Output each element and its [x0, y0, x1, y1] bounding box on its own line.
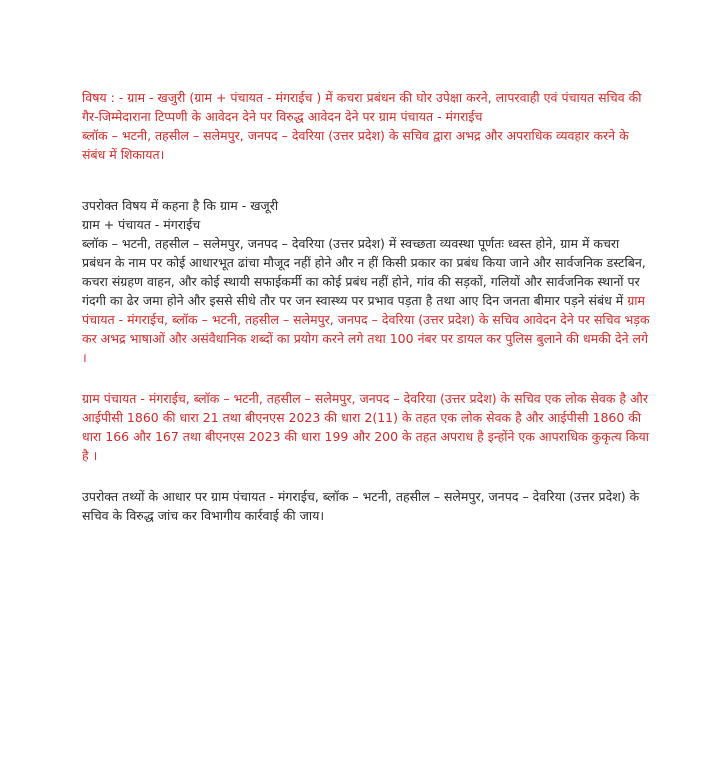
subject-line-2: ब्लॉक – भटनी, तहसील – सलेमपुर, जनपद – देवरिया (उत्तर प्रदेश) के सचिव द्वारा अभद्र और अपराधिक व्यवहार करने के संबंध में शिकायत। — [82, 128, 629, 162]
conclusion-paragraph: उपरोक्त तथ्यों के आधार पर ग्राम पंचायत - मंगराईच, ब्लॉक – भटनी, तहसील – सलेमपुर, जनपद – देवरिया (उत्तर प्रदेश) के सचिव के विरुद्ध जांच कर विभागीय कार्रवाई की जाय। — [82, 489, 640, 523]
subject-line-1: विषय : - ग्राम - खजुरी (ग्राम + पंचायत - मंगराईच ) में कचरा प्रबंधन की घोर उपेक्षा करने, लापरवाही एवं पंचायत सचिव की गैर-जिम्मेदाराना टिप्पणी के आवेदन देने पर विरुद्ध आवेदन देने पर ग्राम पंचायत - मंगराईच — [82, 90, 642, 124]
intro-complaint-text: ब्लॉक – भटनी, तहसील – सलेमपुर, जनपद – देवरिया (उत्तर प्रदेश) में स्वच्छता व्यवस्था पूर्णतः ध्वस्त होने, ग्राम में कचरा प्रबंधन के नाम पर कोई आधारभूत ढांचा मौजूद नहीं होने और न हीं किसी प्रकार का प्रबंध किया जाने और सार्वजनिक डस्टबिन, कचरा संग्रहण वाहन, और कोई स्थायी सफाईकर्मी का कोई प्रबंध नहीं होने, गांव की सड़कों, गलियों और सार्वजनिक स्थानों पर गंदगी का ढेर जमा होने और इससे सीधे तौर पर जन स्वास्थ्य पर प्रभाव पड़ता है तथा आए दिन जनता बीमार पड़ने संबंध में — [82, 236, 646, 308]
subject-paragraph — [82, 88, 650, 164]
legal-paragraph: ग्राम पंचायत - मंगराईच, ब्लॉक – भटनी, तहसील – सलेमपुर, जनपद – देवरिया (उत्तर प्रदेश) के सचिव एक लोक सेवक है और आईपीसी 1860 की धारा 21 तथा बीएनएस 2023 की धारा 2(11) के तहत एक लोक सेवक है और आईपीसी 1860 की धारा 166 और 167 तथा बीएनएस 2023 की धारा 199 और 200 के तहत अपराध है इन्होंने एक आपराधिक कुकृत्य किया है । — [82, 391, 650, 463]
intro-line-2: ग्राम + पंचायत - मंगराईच — [82, 217, 201, 232]
intro-line-1: उपरोक्त विषय में कहना है कि ग्राम - खजूरी — [82, 198, 279, 213]
intro-paragraph — [82, 196, 650, 367]
intro-secretary-misconduct-text: ग्राम पंचायत - मंगराईच, ब्लॉक – भटनी, तहसील – सलेमपुर, जनपद – देवरिया (उत्तर प्रदेश) के सचिव आवेदन देने पर सचिव भड़क कर अभद्र भाषाओं और असंवैधानिक शब्दों का प्रयोग करने लगे तथा 100 नंबर पर डायल कर पुलिस बुलाने की धमकी देने लगे । — [82, 293, 650, 365]
